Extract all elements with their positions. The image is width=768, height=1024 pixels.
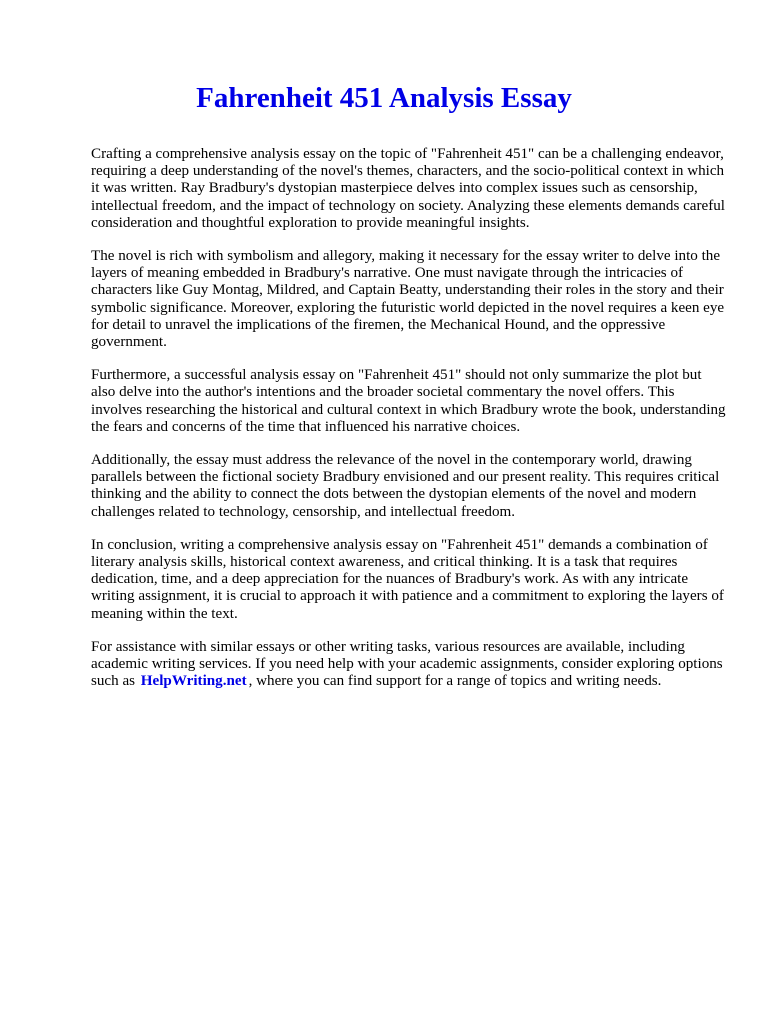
- paragraph-3: Furthermore, a successful analysis essay on "Fahrenheit 451" should not only summarize the plot but also delve into the author's intentions and the broader societal commentary the novel offers. This involves researching the historical and cultural context in which Bradbury wrote the book, understanding the fears and concerns of the time that influenced his narrative choices.: [91, 367, 726, 435]
- paragraph-6-text-before-link: For assistance with similar essays or other writing tasks, various resources are available, including academic writing services. If you need help with your academic assignments, consider exploring options such as: [91, 638, 723, 690]
- paragraph-2: The novel is rich with symbolism and allegory, making it necessary for the essay writer to delve into the layers of meaning embedded in Bradbury's narrative. One must navigate through the intricacies of characters like Guy Montag, Mildred, and Captain Beatty, understanding their roles in the story and their symbolic significance. Moreover, exploring the futuristic world depicted in the novel requires a keen eye for detail to unravel the implications of the firemen, the Mechanical Hound, and the oppressive government.: [91, 248, 725, 351]
- paragraph-6-text-after-link: , where you can find support for a range of topics and writing needs.: [248, 673, 662, 690]
- document-body: [91, 146, 728, 706]
- document-title: Fahrenheit 451 Analysis Essay: [196, 82, 572, 114]
- paragraph-5: In conclusion, writing a comprehensive analysis essay on "Fahrenheit 451" demands a combination of literary analysis skills, historical context awareness, and critical thinking. It is a task that requires dedication, time, and a deep appreciation for the nuances of Bradbury's work. As with any intricate writing assignment, it is crucial to approach it with patience and a commitment to exploring the layers of meaning within the text.: [91, 536, 724, 622]
- helpwriting-link[interactable]: HelpWriting.net: [140, 673, 247, 690]
- paragraph-6: [91, 639, 728, 691]
- paragraph-4: Additionally, the essay must address the relevance of the novel in the contemporary world, drawing parallels between the fictional society Bradbury envisioned and our present reality. This requires critical thinking and the ability to connect the dots between the dystopian elements of the novel and modern challenges related to technology, censorship, and intellectual freedom.: [91, 452, 720, 520]
- paragraph-1: Crafting a comprehensive analysis essay on the topic of "Fahrenheit 451" can be a challenging endeavor, requiring a deep understanding of the novel's themes, characters, and the socio-political context in which it was written. Ray Bradbury's dystopian masterpiece delves into complex issues such as censorship, intellectual freedom, and the impact of technology on society. Analyzing these elements demands careful consideration and thoughtful exploration to provide meaningful insights.: [91, 146, 725, 231]
